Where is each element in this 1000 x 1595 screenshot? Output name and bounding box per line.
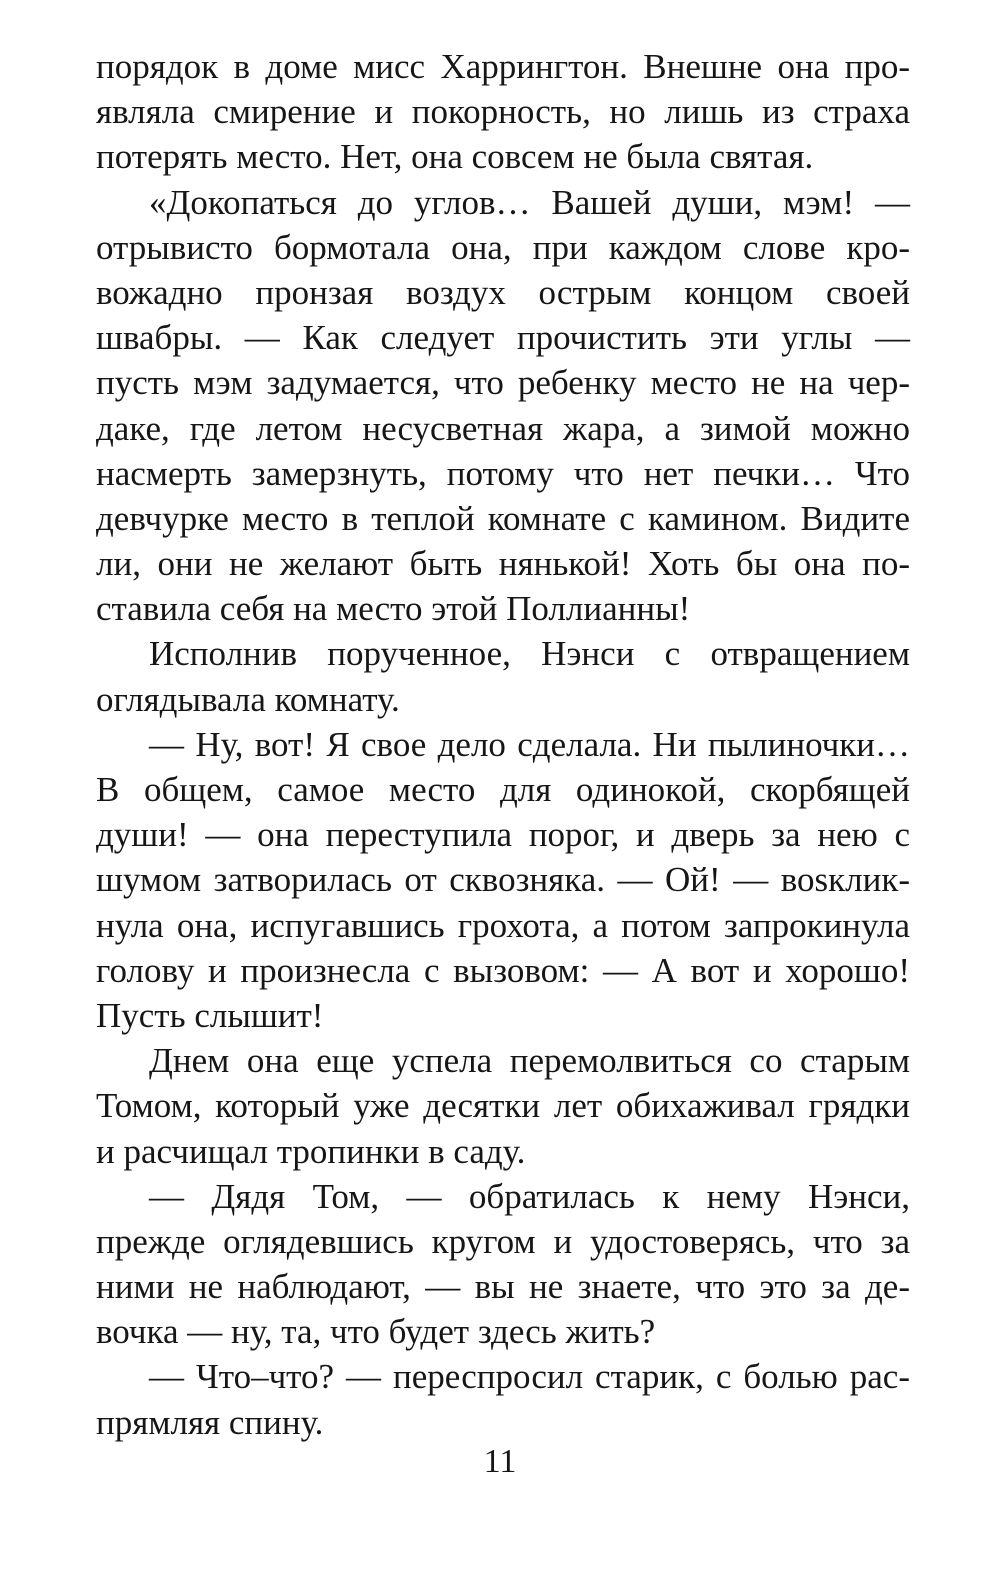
text-line: пусть мэм задумается, что ребенку место не на чер- bbox=[96, 363, 910, 403]
text-line: ставила себя на место этой Поллианны! bbox=[96, 589, 691, 629]
text-line: даке, где летом несусветная жара, а зимой можно bbox=[96, 408, 910, 448]
text-line: насмерть замерзнуть, потому что нет печки… Что bbox=[96, 453, 910, 493]
text-line: вочка — ну, та, что будет здесь жить? bbox=[96, 1312, 656, 1352]
text-line: ними не наблюдают, — вы не знаете, что это за де- bbox=[96, 1267, 910, 1307]
text-line: В общем, самое место для одинокой, скорбящей bbox=[96, 770, 910, 809]
body-text bbox=[96, 44, 910, 1445]
text-line: прямляя спину. bbox=[96, 1402, 324, 1442]
text-line: голову и произнесла с вызовом: — А вот и хорошо! bbox=[96, 950, 910, 990]
text-line: «Докопаться до углов… Вашей души, мэм! — bbox=[149, 182, 910, 222]
text-line: души! — она переступила порог, и дверь за нею с bbox=[96, 815, 910, 855]
text-line: порядок в доме мисс Харрингтон. Внешне она про- bbox=[96, 47, 910, 86]
text-line: потерять место. Нет, она совсем не была святая. bbox=[96, 137, 814, 177]
text-line: девчурке место в теплой комнате с камином. Видите bbox=[96, 498, 910, 538]
text-line: — Дядя Том, — обратилась к нему Нэнси, bbox=[149, 1176, 910, 1216]
text-line: Исполнив порученное, Нэнси с отвращением bbox=[149, 634, 910, 674]
page-number: 11 bbox=[483, 1443, 517, 1480]
text-line: и расчищал тропинки в саду. bbox=[96, 1131, 526, 1171]
text-line: оглядывала комнату. bbox=[96, 679, 400, 719]
text-line: Томом, который уже десятки лет обихаживал грядки bbox=[96, 1086, 910, 1126]
text-line: — Что–что? — переспросил старик, с болью рас- bbox=[149, 1357, 910, 1397]
text-line: отрывисто бормотала она, при каждом слове кро- bbox=[96, 227, 910, 267]
text-line: являла смирение и покорность, но лишь из страха bbox=[96, 92, 910, 132]
text-line: вожадно пронзая воздух острым концом своей bbox=[96, 272, 910, 312]
text-line: нула она, испугавшись грохота, а потом запрокинула bbox=[96, 905, 910, 945]
text-line: шумом затворилась от сквозняка. — Ой! — воsклик- bbox=[96, 860, 910, 900]
text-line: Пусть слышит! bbox=[96, 995, 324, 1035]
text-line: прежде оглядевшись кругом и удостоверясь, что за bbox=[96, 1221, 910, 1261]
text-line: швабры. — Как следует прочистить эти углы — bbox=[96, 318, 910, 358]
text-line: — Ну, вот! Я свое дело сделала. Ни пылиночки… bbox=[149, 724, 910, 764]
text-line: ли, они не желают быть нянькой! Хоть бы она по- bbox=[96, 544, 910, 584]
text-line: Днем она еще успела перемолвиться со старым bbox=[149, 1041, 910, 1081]
